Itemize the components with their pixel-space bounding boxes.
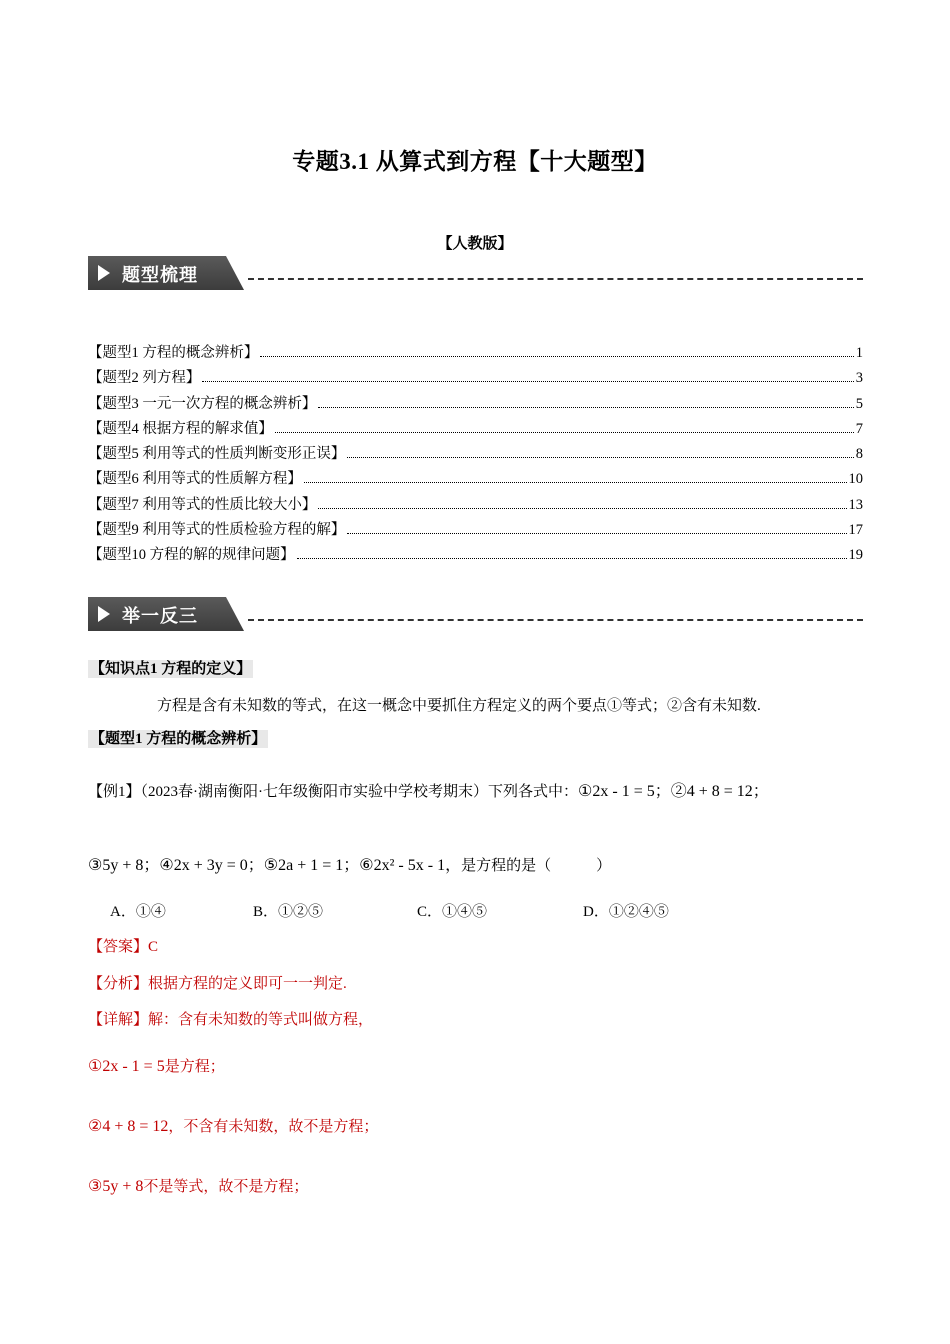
expression-item: ④2x + 3y = 0； bbox=[159, 857, 264, 874]
question-tail: 是方程的是（ ） bbox=[461, 858, 612, 874]
knowledge-point-text: 方程是含有未知数的等式，在这一概念中要抓住方程定义的两个要点①等式；②含有未知数. bbox=[157, 698, 761, 714]
example-question-line2 bbox=[88, 852, 611, 875]
toc-entry-page: 13 bbox=[848, 496, 863, 513]
step-expression: ①2x - 1 = 5 bbox=[88, 1058, 165, 1075]
detail-label: 【详解】 bbox=[88, 1012, 149, 1028]
toc-leader-dots bbox=[202, 380, 853, 382]
expression-item: ②4 + 8 = 12； bbox=[670, 783, 769, 800]
toc-entry-title: 【题型4 根据方程的解求值】 bbox=[88, 420, 273, 437]
toc-leader-dots bbox=[304, 481, 847, 483]
example-label: 【例1】 bbox=[88, 784, 141, 800]
toc-leader-dots bbox=[347, 456, 853, 458]
banner-divider bbox=[248, 619, 863, 621]
toc-leader-dots bbox=[260, 355, 853, 357]
play-triangle-icon bbox=[98, 606, 110, 622]
banner-divider bbox=[248, 278, 863, 280]
detail-line bbox=[88, 1008, 373, 1029]
example-question-line1 bbox=[88, 778, 769, 801]
page-title: 专题3.1 从算式到方程【十大题型】 bbox=[292, 149, 658, 174]
toc-entry-page: 19 bbox=[848, 547, 863, 564]
step-expression: ③5y + 8 bbox=[88, 1178, 144, 1195]
section-banner-examples bbox=[88, 597, 863, 633]
answer-line bbox=[88, 935, 158, 956]
detail-text: 解：含有未知数的等式叫做方程， bbox=[148, 1012, 374, 1028]
toc-leader-dots bbox=[297, 557, 847, 559]
toc-leader-dots bbox=[318, 406, 853, 408]
step-text: ，不含有未知数，故不是方程； bbox=[168, 1119, 379, 1135]
toc-entry[interactable] bbox=[88, 518, 863, 543]
toc-leader-dots bbox=[318, 507, 846, 509]
toc-entry-title: 【题型3 一元一次方程的概念辨析】 bbox=[88, 395, 317, 412]
toc-entry-title: 【题型6 利用等式的性质解方程】 bbox=[88, 471, 302, 488]
answer-label: 【答案】 bbox=[88, 939, 149, 955]
toc-entry-page: 8 bbox=[855, 446, 863, 463]
toc-entry-title: 【题型7 利用等式的性质比较大小】 bbox=[88, 496, 317, 513]
analysis-label: 【分析】 bbox=[88, 976, 149, 992]
toc-entry-title: 【题型2 列方程】 bbox=[88, 370, 201, 387]
option-c: C．①④⑤ bbox=[417, 904, 488, 920]
toc-entry[interactable] bbox=[88, 442, 863, 467]
expression-item: ③5y + 8； bbox=[88, 857, 160, 874]
step-expression: ②4 + 8 = 12 bbox=[88, 1118, 169, 1135]
analysis-line bbox=[88, 972, 347, 993]
banner-label: 题型梳理 bbox=[122, 265, 198, 286]
step-text: 不是等式，故不是方程； bbox=[143, 1179, 309, 1195]
answer-value: C bbox=[148, 939, 159, 955]
expression-item: ①2x - 1 = 5； bbox=[578, 783, 671, 800]
example-source: （2023春·湖南衡阳·七年级衡阳市实验中学校考期末）下列各式中： bbox=[140, 784, 579, 800]
toc-entry[interactable] bbox=[88, 341, 863, 366]
expression-item: ⑤2a + 1 = 1； bbox=[263, 857, 360, 874]
question-type-tag: 【题型1 方程的概念辨析】 bbox=[90, 731, 267, 747]
toc-entry-page: 17 bbox=[848, 522, 863, 539]
toc-entry-title: 【题型10 方程的解的规律问题】 bbox=[88, 547, 295, 564]
solution-step bbox=[88, 1115, 378, 1136]
option-b: B．①②⑤ bbox=[253, 904, 324, 920]
solution-step bbox=[88, 1175, 308, 1196]
option-d: D．①②④⑤ bbox=[583, 904, 669, 920]
play-triangle-icon bbox=[98, 265, 110, 281]
toc-entry[interactable] bbox=[88, 493, 863, 518]
edition-label: 【人教版】 bbox=[437, 236, 513, 252]
toc-entry-page: 1 bbox=[855, 345, 863, 361]
toc-entry[interactable] bbox=[88, 392, 863, 417]
toc-entry-title: 【题型9 利用等式的性质检验方程的解】 bbox=[88, 522, 346, 539]
banner-label: 举一反三 bbox=[122, 606, 198, 627]
toc-entry[interactable] bbox=[88, 543, 863, 568]
knowledge-point-tag: 【知识点1 方程的定义】 bbox=[90, 661, 252, 677]
step-text: 是方程； bbox=[164, 1059, 225, 1075]
toc-entry-title: 【题型1 方程的概念辨析】 bbox=[88, 345, 259, 361]
toc-entry[interactable] bbox=[88, 417, 863, 442]
expression-item: ⑥2x² - 5x - 1， bbox=[359, 857, 462, 874]
toc-entry-title: 【题型5 利用等式的性质判断变形正误】 bbox=[88, 446, 346, 463]
toc-entry-page: 10 bbox=[848, 471, 863, 488]
toc-entry-page: 3 bbox=[855, 370, 863, 387]
toc-leader-dots bbox=[275, 431, 854, 433]
table-of-contents bbox=[88, 341, 863, 569]
option-a: A．①④ bbox=[110, 904, 166, 920]
toc-leader-dots bbox=[347, 532, 846, 534]
section-banner-categories bbox=[88, 256, 863, 292]
toc-entry-page: 7 bbox=[855, 420, 863, 437]
toc-entry[interactable] bbox=[88, 467, 863, 492]
solution-step bbox=[88, 1055, 225, 1076]
toc-entry[interactable] bbox=[88, 366, 863, 391]
toc-entry-page: 5 bbox=[855, 395, 863, 412]
analysis-text: 根据方程的定义即可一一判定. bbox=[148, 976, 347, 992]
